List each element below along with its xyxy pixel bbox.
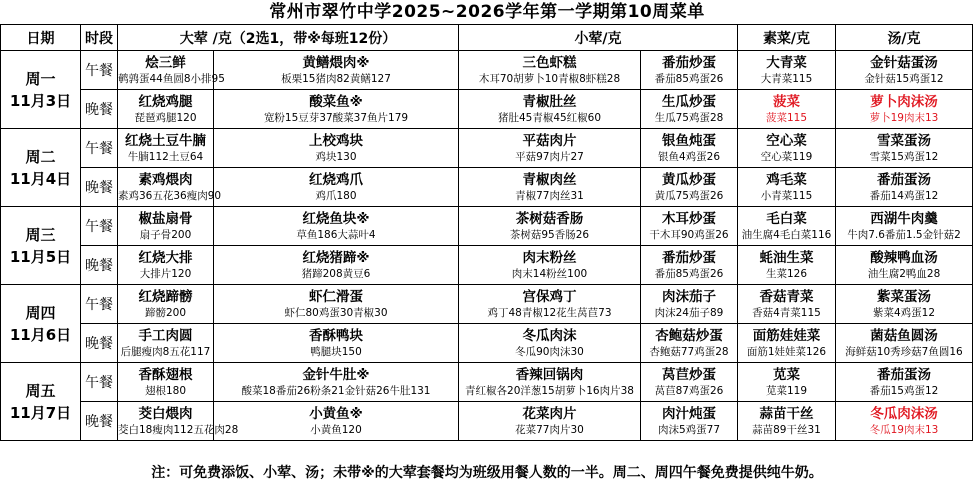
dish-ingredients: 冬瓜90肉沫30 — [515, 345, 584, 358]
vegetable-cell — [738, 90, 836, 129]
dish-name: 紫菜蛋汤 — [877, 288, 931, 305]
dish-ingredients: 板栗15猪肉82黄鳝127 — [281, 72, 391, 85]
dish-ingredients: 银鱼4鸡蛋26 — [657, 150, 721, 163]
small-dish-2-cell — [641, 168, 738, 207]
small-dish-1-cell — [459, 285, 641, 324]
dish-name: 萝卜肉沫汤 — [870, 93, 938, 110]
menu-row — [1, 90, 973, 129]
menu-row — [1, 51, 973, 90]
dish-ingredients: 扇子骨200 — [139, 228, 192, 241]
dish-ingredients: 小青菜115 — [760, 189, 813, 202]
dish-name: 面筋娃娃菜 — [752, 327, 821, 344]
dish-ingredients: 面筋1娃娃菜126 — [746, 345, 827, 358]
dish-name: 大青菜 — [766, 54, 807, 71]
weekday-label: 周一 — [25, 69, 56, 88]
vegetable-cell — [738, 129, 836, 168]
footer-note: 注：可免费添饭、小荤、汤；未带※的大荤套餐均为班级用餐人数的一半。周二、周四午餐免费提供纯牛奶。 — [151, 465, 823, 481]
small-dish-2-cell — [641, 129, 738, 168]
dish-name: 花菜肉片 — [522, 405, 577, 422]
meal-slot: 晚餐 — [81, 90, 118, 129]
dish-ingredients: 海鲜菇10秀珍菇7鱼圆16 — [845, 345, 963, 358]
dish-ingredients: 鸡爪180 — [315, 189, 357, 202]
dish-ingredients: 素鸡36五花36瘦肉90 — [118, 189, 222, 202]
small-dish-1-cell — [459, 246, 641, 285]
main-dish-1-cell — [118, 324, 214, 363]
main-dish-2-cell — [214, 363, 459, 402]
dish-ingredients: 茶树菇95香肠26 — [509, 228, 590, 241]
dish-ingredients: 油生腐4毛白菜116 — [741, 228, 832, 241]
meal-slot: 晚餐 — [81, 402, 118, 441]
small-dish-2-cell — [641, 285, 738, 324]
dish-name: 肉沫茄子 — [662, 288, 716, 305]
meal-slot: 晚餐 — [81, 168, 118, 207]
meal-slot: 午餐 — [81, 363, 118, 402]
dish-name: 青椒肉丝 — [522, 171, 577, 188]
weekday-label: 周二 — [25, 147, 56, 166]
dish-name: 番茄炒蛋 — [662, 249, 716, 266]
small-dish-2-cell — [641, 90, 738, 129]
main-dish-1-cell — [118, 363, 214, 402]
main-dish-2-cell — [214, 246, 459, 285]
dish-ingredients: 番茄14鸡蛋12 — [869, 189, 939, 202]
weekday-label: 周三 — [25, 225, 56, 244]
soup-cell — [836, 363, 973, 402]
vegetable-cell — [738, 324, 836, 363]
menu-row — [1, 129, 973, 168]
main-dish-1-cell — [118, 246, 214, 285]
dish-name: 香辣回锅肉 — [515, 366, 584, 383]
main-dish-2-cell — [214, 168, 459, 207]
dish-name: 鸡毛菜 — [766, 171, 807, 188]
main-dish-1-cell — [118, 90, 214, 129]
small-dish-2-cell — [641, 51, 738, 90]
dish-name: 肉末粉丝 — [522, 249, 577, 266]
dish-name: 毛白菜 — [766, 210, 807, 227]
vegetable-cell — [738, 51, 836, 90]
dish-name: 椒盐扇骨 — [138, 210, 193, 227]
dish-ingredients: 宽粉15豆芽37酸菜37鱼片179 — [263, 111, 409, 124]
meal-slot: 午餐 — [81, 129, 118, 168]
dish-name: 香酥翅根 — [138, 366, 193, 383]
dish-ingredients: 雪菜15鸡蛋12 — [869, 150, 939, 163]
day-cell — [1, 129, 81, 207]
dish-ingredients: 生瓜75鸡蛋28 — [654, 111, 724, 124]
page-title: 常州市翠竹中学2025~2026学年第一学期第10周菜单 — [269, 2, 705, 22]
meal-slot: 午餐 — [81, 207, 118, 246]
header-soup: 汤/克 — [836, 25, 973, 51]
dish-name: 香酥鸭块 — [309, 327, 363, 344]
dish-ingredients: 猪蹄208黄豆6 — [301, 267, 371, 280]
dish-ingredients: 鸡块130 — [315, 150, 357, 163]
dish-ingredients: 琵琶鸡腿120 — [134, 111, 197, 124]
dish-name: 西湖牛肉羹 — [870, 210, 938, 227]
dish-name: 茭白煨肉 — [138, 405, 193, 422]
menu-row — [1, 207, 973, 246]
dish-name: 上校鸡块 — [309, 132, 363, 149]
dish-name: 番茄炒蛋 — [662, 54, 716, 71]
date-label: 11月5日 — [9, 247, 72, 266]
dish-name: 酸菜鱼※ — [309, 93, 363, 110]
menu-table — [0, 24, 973, 441]
dish-name: 苋菜 — [773, 366, 800, 383]
dish-name: 空心菜 — [766, 132, 807, 149]
soup-cell — [836, 168, 973, 207]
dish-ingredients: 莴苣87鸡蛋26 — [654, 384, 724, 397]
dish-name: 素鸡煨肉 — [138, 171, 193, 188]
meal-slot: 午餐 — [81, 51, 118, 90]
dish-ingredients: 草鱼186大蒜叶4 — [296, 228, 376, 241]
meal-slot: 晚餐 — [81, 246, 118, 285]
dish-ingredients: 青椒77肉丝31 — [515, 189, 584, 202]
small-dish-1-cell — [459, 51, 641, 90]
dish-ingredients: 猪肚45青椒45红椒60 — [497, 111, 602, 124]
soup-cell — [836, 246, 973, 285]
dish-name: 金针牛肚※ — [302, 366, 370, 383]
small-dish-1-cell — [459, 402, 641, 441]
menu-row — [1, 168, 973, 207]
dish-name: 菠菜 — [773, 93, 800, 110]
small-dish-2-cell — [641, 246, 738, 285]
vegetable-cell — [738, 168, 836, 207]
main-dish-2-cell — [214, 285, 459, 324]
header-small-dish: 小荤/克 — [459, 25, 738, 51]
header-slot: 时段 — [81, 25, 118, 51]
dish-ingredients: 青红椒各20洋葱15胡萝卜16肉片38 — [465, 384, 634, 397]
dish-name: 杏鲍菇炒蛋 — [655, 327, 723, 344]
dish-ingredients: 杏鲍菇77鸡蛋28 — [649, 345, 729, 358]
day-cell — [1, 51, 81, 129]
weekday-label: 周五 — [25, 381, 56, 400]
dish-ingredients: 小黄鱼120 — [310, 423, 362, 436]
dish-name: 银鱼炖蛋 — [662, 132, 716, 149]
dish-ingredients: 苋菜119 — [765, 384, 808, 397]
dish-ingredients: 萝卜19肉末13 — [869, 111, 939, 124]
date-label: 11月4日 — [9, 169, 72, 188]
dish-name: 茶树菇香肠 — [515, 210, 584, 227]
date-label: 11月6日 — [9, 325, 72, 344]
soup-cell — [836, 324, 973, 363]
dish-name: 雪菜蛋汤 — [877, 132, 931, 149]
dish-name: 红烧蹄髈 — [138, 288, 193, 305]
menu-row — [1, 324, 973, 363]
date-label: 11月7日 — [9, 403, 72, 422]
dish-ingredients: 鸡丁48青椒12花生莴苣73 — [487, 306, 612, 319]
dish-ingredients: 肉沫5鸡蛋77 — [657, 423, 721, 436]
soup-cell — [836, 402, 973, 441]
dish-name: 青椒肚丝 — [522, 93, 577, 110]
soup-cell — [836, 207, 973, 246]
menu-body — [1, 51, 973, 441]
dish-name: 手工肉圆 — [138, 327, 193, 344]
small-dish-1-cell — [459, 168, 641, 207]
dish-ingredients: 大青菜115 — [760, 72, 813, 85]
main-dish-1-cell — [118, 129, 214, 168]
dish-ingredients: 紫菜4鸡蛋12 — [872, 306, 936, 319]
dish-ingredients: 牛肉7.6番茄1.5金针菇2 — [847, 228, 961, 241]
dish-name: 虾仁滑蛋 — [309, 288, 363, 305]
menu-row — [1, 246, 973, 285]
main-dish-1-cell — [118, 51, 225, 90]
vegetable-cell — [738, 207, 836, 246]
dish-ingredients: 番茄15鸡蛋12 — [869, 384, 939, 397]
main-dish-1-cell — [118, 207, 214, 246]
vegetable-cell — [738, 246, 836, 285]
main-dish-2-cell — [214, 90, 459, 129]
dish-ingredients: 番茄85鸡蛋26 — [654, 72, 724, 85]
small-dish-2-cell — [641, 207, 738, 246]
dish-name: 红烧鸡爪 — [309, 171, 363, 188]
day-cell — [1, 285, 81, 363]
dish-name: 生瓜炒蛋 — [662, 93, 716, 110]
dish-ingredients: 肉末14粉丝100 — [511, 267, 588, 280]
dish-ingredients: 鹌鹑蛋44鱼圆8小排95 — [118, 72, 225, 85]
dish-name: 黄瓜炒蛋 — [662, 171, 716, 188]
small-dish-1-cell — [459, 90, 641, 129]
dish-ingredients: 番茄85鸡蛋26 — [654, 267, 724, 280]
dish-ingredients: 蹄髈200 — [144, 306, 187, 319]
menu-row — [1, 363, 973, 402]
day-cell — [1, 207, 81, 285]
soup-cell — [836, 129, 973, 168]
dish-name: 冬瓜肉沫汤 — [870, 405, 938, 422]
main-dish-2-cell — [214, 51, 459, 90]
dish-ingredients: 鸭腿块150 — [310, 345, 362, 358]
dish-ingredients: 油生腐2鸭血28 — [867, 267, 941, 280]
soup-cell — [836, 285, 973, 324]
dish-ingredients: 肉沫24茄子89 — [654, 306, 724, 319]
header-main-dish: 大荤 /克（2选1，带※每班12份） — [118, 25, 459, 51]
dish-ingredients: 金针菇15鸡蛋12 — [864, 72, 944, 85]
meal-slot: 午餐 — [81, 285, 118, 324]
main-dish-2-cell — [214, 129, 459, 168]
main-dish-2-cell — [214, 324, 459, 363]
dish-name: 平菇肉片 — [522, 132, 577, 149]
main-dish-1-cell — [118, 285, 214, 324]
vegetable-cell — [738, 402, 836, 441]
weekday-label: 周四 — [25, 303, 56, 322]
dish-ingredients: 酸菜18番茄26粉条21金针菇26牛肚131 — [241, 384, 431, 397]
dish-ingredients: 木耳70胡萝卜10青椒8虾糕28 — [478, 72, 621, 85]
dish-ingredients: 牛腩112土豆64 — [127, 150, 204, 163]
dish-name: 木耳炒蛋 — [662, 210, 716, 227]
menu-row — [1, 402, 973, 441]
dish-ingredients: 平菇97肉片27 — [515, 150, 584, 163]
dish-name: 肉汁炖蛋 — [662, 405, 716, 422]
main-dish-2-cell — [214, 207, 459, 246]
header-vegetable: 素菜/克 — [738, 25, 836, 51]
small-dish-2-cell — [641, 363, 738, 402]
dish-name: 红烧鱼块※ — [302, 210, 370, 227]
dish-ingredients: 香菇4青菜115 — [752, 306, 821, 319]
dish-name: 小黄鱼※ — [309, 405, 363, 422]
date-label: 11月3日 — [9, 91, 72, 110]
soup-cell — [836, 51, 973, 90]
dish-ingredients: 大排片120 — [139, 267, 192, 280]
dish-name: 菌菇鱼圆汤 — [870, 327, 938, 344]
day-cell — [1, 363, 81, 441]
dish-name: 黄鳝煨肉※ — [302, 54, 370, 71]
dish-ingredients: 黄瓜75鸡蛋26 — [654, 189, 724, 202]
dish-ingredients: 菠菜115 — [765, 111, 808, 124]
dish-name: 蒜苗干丝 — [759, 405, 814, 422]
dish-name: 金针菇蛋汤 — [870, 54, 938, 71]
main-dish-1-cell — [118, 168, 222, 207]
small-dish-1-cell — [459, 363, 641, 402]
small-dish-2-cell — [641, 324, 738, 363]
vegetable-cell — [738, 285, 836, 324]
dish-name: 冬瓜肉沫 — [522, 327, 577, 344]
dish-name: 红烧猪蹄※ — [302, 249, 370, 266]
vegetable-cell — [738, 363, 836, 402]
dish-name: 番茄蛋汤 — [877, 366, 931, 383]
dish-ingredients: 干木耳90鸡蛋26 — [649, 228, 729, 241]
dish-ingredients: 花菜77肉片30 — [515, 423, 584, 436]
small-dish-1-cell — [459, 207, 641, 246]
menu-row — [1, 285, 973, 324]
soup-cell — [836, 90, 973, 129]
header-date: 日期 — [1, 25, 81, 51]
dish-ingredients: 虾仁80鸡蛋30青椒30 — [284, 306, 388, 319]
dish-name: 烩三鲜 — [145, 54, 186, 71]
dish-ingredients: 生菜126 — [765, 267, 808, 280]
main-dish-1-cell — [118, 402, 239, 441]
meal-slot: 晚餐 — [81, 324, 118, 363]
header-row — [1, 25, 973, 51]
dish-name: 三色虾糕 — [522, 54, 577, 71]
dish-ingredients: 后腿瘦肉8五花117 — [120, 345, 211, 358]
dish-ingredients: 翅根180 — [144, 384, 187, 397]
dish-name: 红烧大排 — [138, 249, 193, 266]
small-dish-2-cell — [641, 402, 738, 441]
main-dish-2-cell — [214, 402, 459, 441]
dish-name: 莴苣炒蛋 — [662, 366, 716, 383]
dish-name: 宫保鸡丁 — [522, 288, 577, 305]
dish-name: 蚝油生菜 — [759, 249, 814, 266]
dish-ingredients: 蒜苗89干丝31 — [752, 423, 821, 436]
dish-name: 香菇青菜 — [759, 288, 814, 305]
small-dish-1-cell — [459, 129, 641, 168]
dish-name: 红烧土豆牛腩 — [125, 132, 206, 149]
small-dish-1-cell — [459, 324, 641, 363]
dish-name: 红烧鸡腿 — [138, 93, 193, 110]
dish-ingredients: 冬瓜19肉末13 — [869, 423, 939, 436]
dish-ingredients: 茭白18瘦肉112五花肉28 — [118, 423, 239, 436]
dish-name: 酸辣鸭血汤 — [870, 249, 938, 266]
dish-ingredients: 空心菜119 — [760, 150, 813, 163]
dish-name: 番茄蛋汤 — [877, 171, 931, 188]
